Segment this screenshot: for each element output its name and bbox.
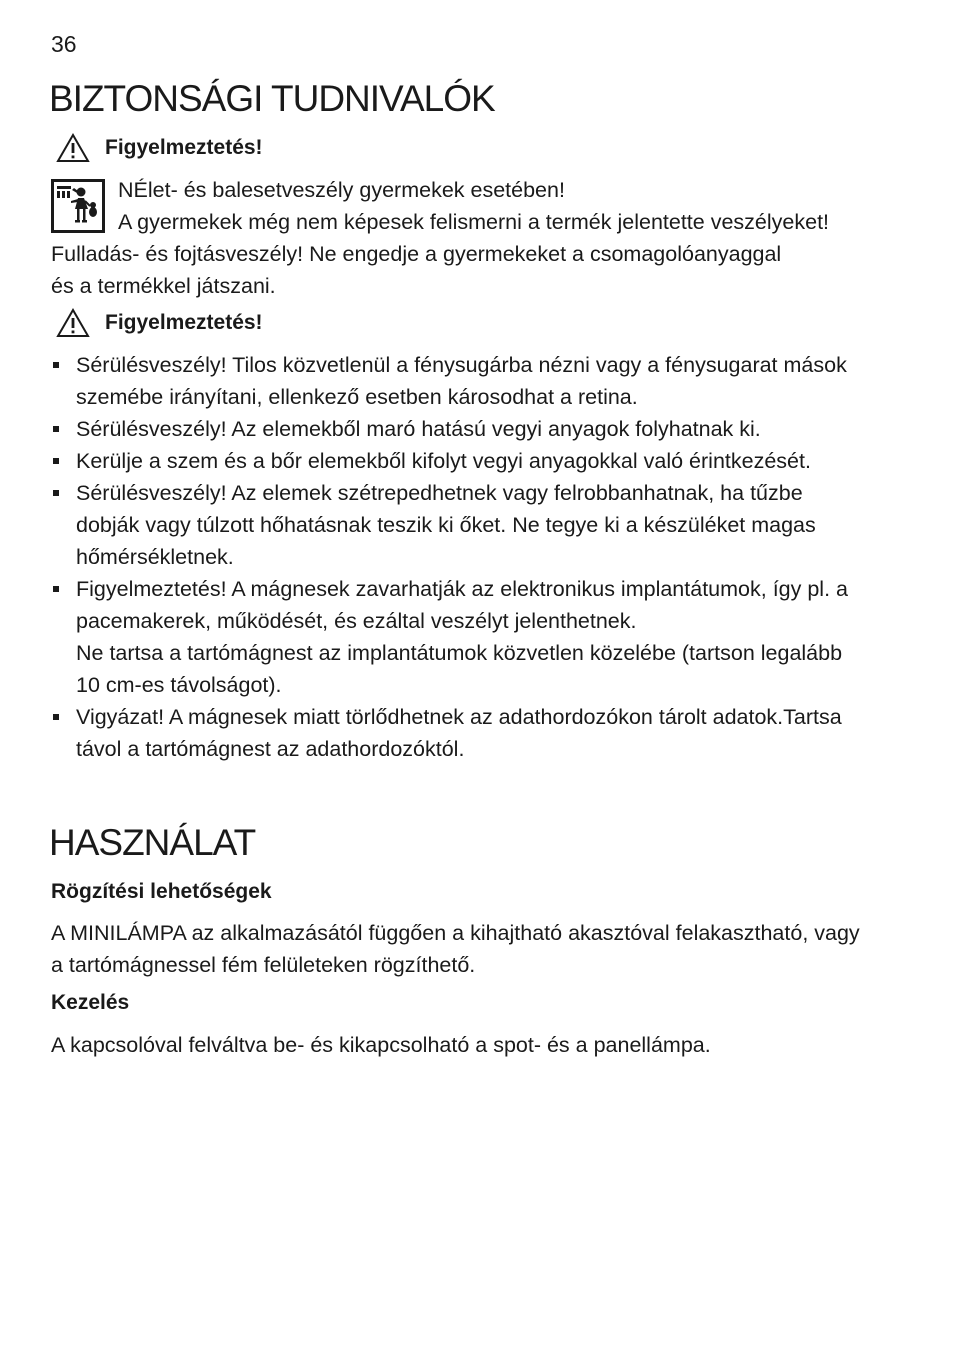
bullet-square-icon (53, 458, 59, 464)
bullet-square-icon (53, 426, 59, 432)
operation-heading: Kezelés (51, 991, 130, 1014)
list-item-line: Sérülésveszély! Tilos közvetlenül a fénysugárba nézni vagy a fénysugarat mások (76, 353, 847, 377)
bullet-square-icon (53, 490, 59, 496)
list-item-line: 10 cm-es távolságot). (76, 673, 282, 697)
list-item (51, 701, 911, 765)
list-item-line: hőmérsékletnek. (76, 545, 234, 569)
mounting-heading: Rögzítési lehetőségek (51, 880, 272, 903)
mounting-text-line-1: A MINILÁMPA az alkalmazásától függően a kihajtható akasztóval felakasztható, vagy (51, 921, 860, 945)
list-item (51, 349, 911, 413)
bullet-square-icon (53, 586, 59, 592)
mounting-text-line-2: a tartómágnessel fém felületeken rögzíthető. (51, 953, 476, 977)
warning-row-1 (56, 133, 263, 163)
child-hazard-icon (51, 179, 105, 233)
operation-text: A kapcsolóval felváltva be- és kikapcsolható a spot- és a panellámpa. (51, 1033, 711, 1057)
list-item (51, 445, 911, 477)
warning-label-2: Figyelmeztetés! (105, 311, 263, 334)
list-item-line: Ne tartsa a tartómágnest az implantátumok közvetlen közelébe (tartson legalább (76, 641, 843, 665)
child-warning-line-3: Fulladás- és fojtásveszély! Ne engedje a gyermekeket a csomagolóanyaggal (51, 242, 782, 266)
list-item-line: pacemakerek, működését, és ezáltal veszélyt jelenthetnek. (76, 609, 637, 633)
list-item-line: Kerülje a szem és a bőr elemekből kifolyt vegyi anyagokkal való érintkezését. (76, 449, 811, 473)
list-item (51, 477, 911, 573)
usage-title: HASZNÁLAT (49, 822, 256, 863)
list-item (51, 413, 911, 445)
safety-title: BIZTONSÁGI TUDNIVALÓK (49, 78, 495, 119)
list-item (51, 573, 911, 701)
warning-triangle-icon (56, 308, 90, 338)
safety-bullet-list (51, 349, 911, 765)
page-number: 36 (51, 31, 77, 57)
list-item-line: dobják vagy túlzott hőhatásnak teszik ki őket. Ne tegye ki a készüléket magas (76, 513, 816, 537)
bullet-square-icon (53, 362, 59, 368)
bullet-square-icon (53, 714, 59, 720)
list-item-line: szemébe irányítani, ellenkező esetben károsodhat a retina. (76, 385, 638, 409)
list-item-line: Figyelmeztetés! A mágnesek zavarhatják az elektronikus implantátumok, így pl. a (76, 577, 848, 601)
list-item-line: Vigyázat! A mágnesek miatt törlődhetnek az adathordozókon tárolt adatok.Tartsa (76, 705, 842, 729)
child-warning-line-1: NÉlet- és balesetveszély gyermekek esetében! (118, 178, 565, 202)
warning-label-1: Figyelmeztetés! (105, 136, 263, 159)
list-item-line: Sérülésveszély! Az elemekből maró hatású vegyi anyagok folyhatnak ki. (76, 417, 761, 441)
list-item-line: Sérülésveszély! Az elemek szétrepedhetnek vagy felrobbanhatnak, ha tűzbe (76, 481, 803, 505)
list-item-line: távol a tartómágnest az adathordozóktól. (76, 737, 465, 761)
warning-row-2 (56, 308, 263, 338)
warning-triangle-icon (56, 133, 90, 163)
child-warning-line-2: A gyermekek még nem képesek felismerni a termék jelentette veszélyeket! (118, 210, 830, 234)
child-warning-line-4: és a termékkel játszani. (51, 274, 276, 298)
